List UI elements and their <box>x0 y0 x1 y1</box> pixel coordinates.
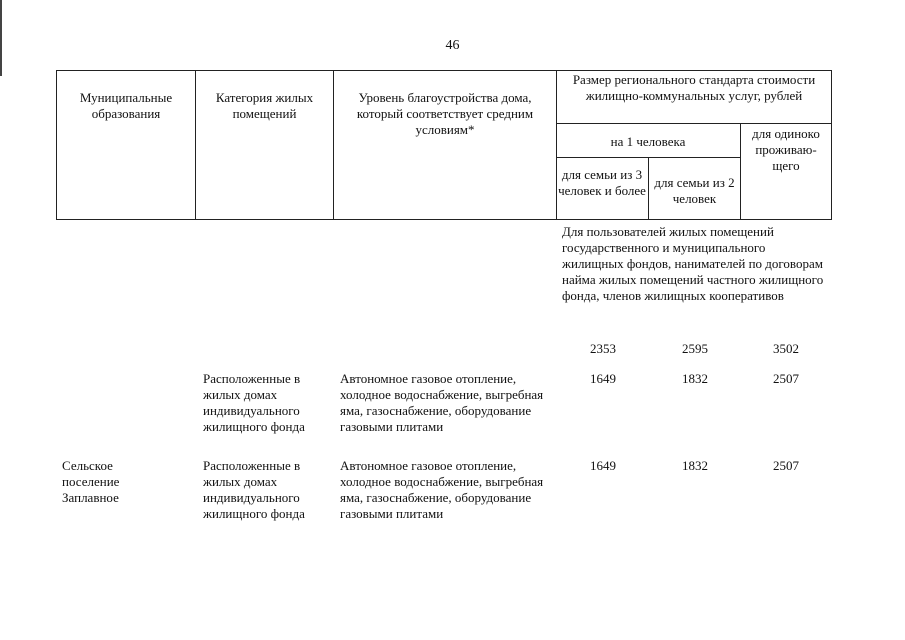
header-standard: Размер регионального стандарта стоимости жилищно-коммунальных услуг, рублей <box>572 72 816 103</box>
row3-single: 2507 <box>773 458 799 473</box>
header-divider <box>740 123 741 220</box>
row2-family2: 1832 <box>682 371 708 386</box>
row3-family2: 1832 <box>682 458 708 473</box>
header-divider <box>648 157 649 220</box>
row3-category: Расположенные в жилых домах индивидуального жилищного фонда <box>203 458 305 521</box>
row1-family3: 2353 <box>590 341 616 356</box>
row1-family2: 2595 <box>682 341 708 356</box>
group-note: Для пользователей жилых помещений государственного и муниципального жилищных фондов, нанимателей по договорам найма жилых помещений частного жилищного фонда, членов жилищных кооперативов <box>562 224 824 303</box>
row2-level: Автономное газовое отопление, холодное водоснабжение, выгребная яма, газоснабжение, оборудование газовыми плитами <box>340 371 544 434</box>
row3-family3: 1649 <box>590 458 616 473</box>
header-divider <box>333 70 334 220</box>
header-municipality: Муниципальные образования <box>79 90 173 121</box>
page-number: 46 <box>445 38 460 53</box>
row1-single: 3502 <box>773 341 799 356</box>
row2-category: Расположенные в жилых домах индивидуального жилищного фонда <box>203 371 305 434</box>
header-divider <box>556 70 557 220</box>
header-single: для одиноко проживаю-щего <box>752 126 820 173</box>
row3-municipality: Сельское поселение Заплавное <box>62 458 120 505</box>
header-family3: для семьи из 3 человек и более <box>558 167 646 198</box>
header-divider <box>556 157 740 158</box>
header-category: Категория жилых помещений <box>215 90 314 121</box>
header-per-person: на 1 человека <box>610 134 686 149</box>
row2-family3: 1649 <box>590 371 616 386</box>
header-level: Уровень благоустройства дома, который соответствует средним условиям* <box>356 90 534 137</box>
row2-single: 2507 <box>773 371 799 386</box>
header-divider <box>556 123 832 124</box>
header-divider <box>195 70 196 220</box>
row3-level: Автономное газовое отопление, холодное водоснабжение, выгребная яма, газоснабжение, оборудование газовыми плитами <box>340 458 544 521</box>
header-family2: для семьи из 2 человек <box>654 175 735 206</box>
